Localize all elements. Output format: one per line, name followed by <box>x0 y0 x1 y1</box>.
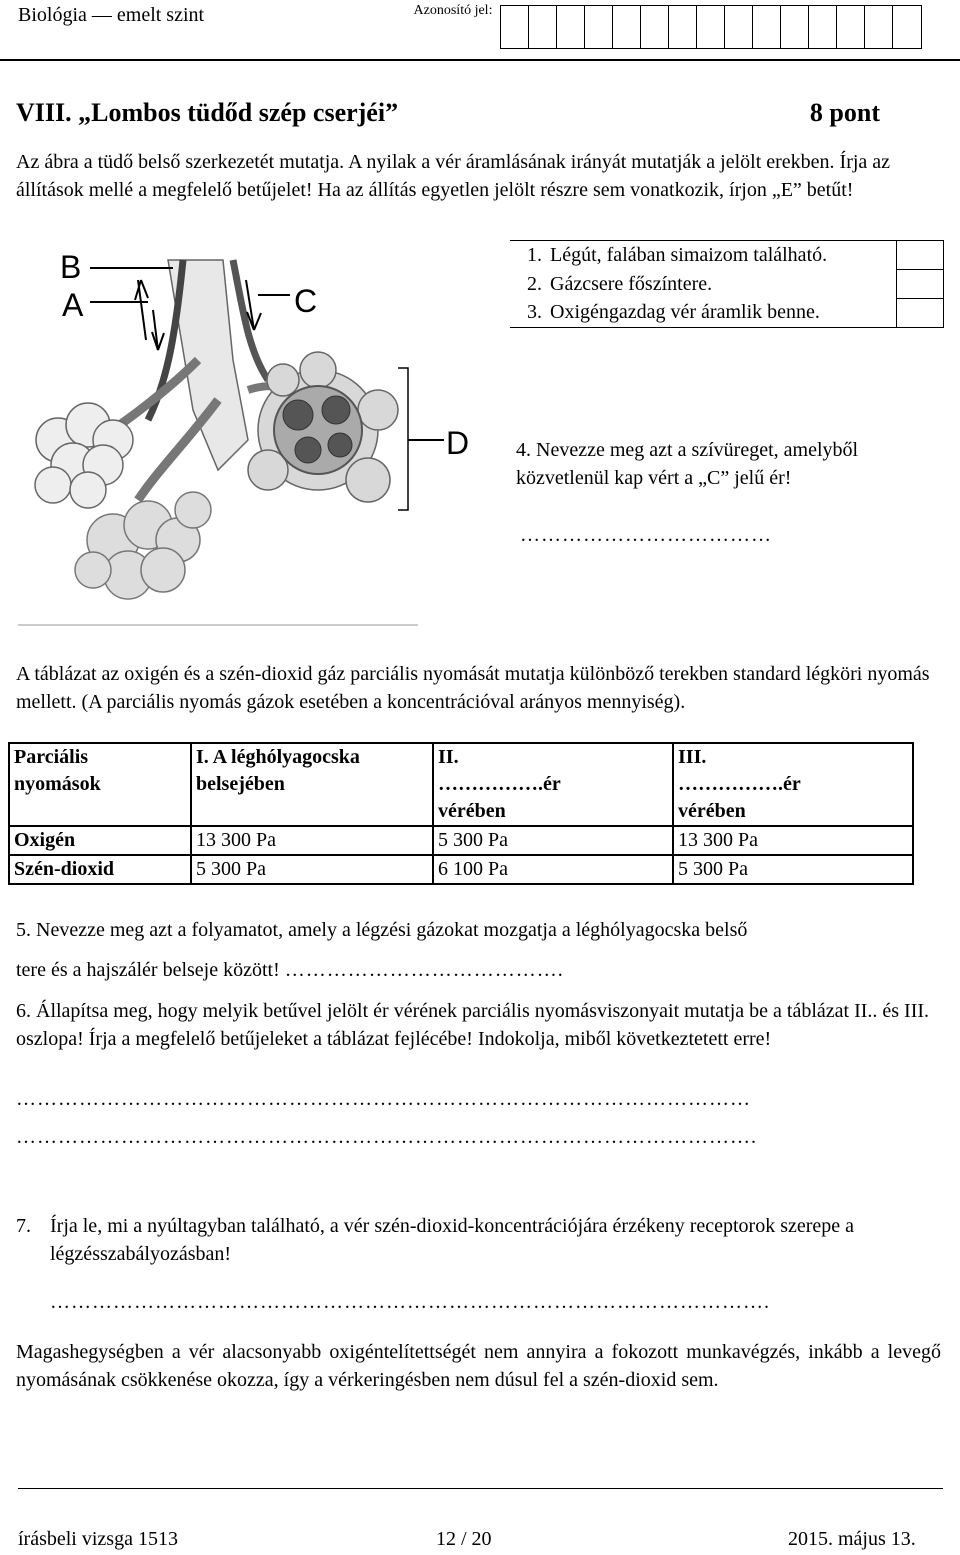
statement-text: Gázcsere főszíntere. <box>550 272 713 295</box>
question-4-answer-line[interactable]: ……………………………… <box>520 524 772 546</box>
header-text: I. A léghólyagocska <box>196 746 360 768</box>
table-cell: 13 300 Pa <box>191 826 433 855</box>
id-label: Azonosító jel: <box>413 3 493 18</box>
id-code-cell[interactable] <box>697 6 725 48</box>
id-code-cell[interactable] <box>753 6 781 48</box>
question-5-line1: 5. Nevezze meg azt a folyamatot, amely a légzési gázokat mozgatja a léghólyagocska belső <box>16 919 748 941</box>
id-code-boxes[interactable] <box>500 5 922 49</box>
question-7-answer-line[interactable]: …………………………………………………………………………………………. <box>50 1291 770 1313</box>
header-text: II. <box>438 746 459 768</box>
statements-table <box>510 240 944 328</box>
statement-row <box>510 241 944 270</box>
lung-structure-figure <box>18 240 488 630</box>
id-code-cell[interactable] <box>781 6 809 48</box>
answer-box[interactable] <box>897 270 944 299</box>
id-code-cell[interactable] <box>641 6 669 48</box>
id-code-cell[interactable] <box>837 6 865 48</box>
figure-label-c: C <box>294 283 318 319</box>
table-cell: 5 300 Pa <box>433 826 673 855</box>
id-code-cell[interactable] <box>501 6 529 48</box>
statement-text: Légút, falában simaizom található. <box>544 241 897 270</box>
header-cell <box>191 743 433 826</box>
header-divider <box>0 59 960 61</box>
row-label: Oxigén <box>9 826 191 855</box>
question-5-text: tere és a hajszálér belseje között! <box>16 959 280 981</box>
statement-number: 2. <box>527 272 542 295</box>
question-6-answer-line-2[interactable]: ……………………………………………………………………………………………. <box>16 1126 757 1148</box>
figure-label-b: B <box>60 249 82 285</box>
table-cell: 5 300 Pa <box>191 855 433 884</box>
question-7-text: Írja le, mi a nyúltagyban található, a vér szén-dioxid-koncentrációjára érzékeny receptorok szerepe a légzésszabályozásban! <box>50 1215 855 1265</box>
header-text: III. <box>678 746 707 768</box>
footer-divider <box>18 1488 943 1489</box>
statement-row <box>510 270 944 299</box>
footer-exam: írásbeli vizsga 1513 <box>18 1528 178 1550</box>
question-7 <box>16 1212 941 1316</box>
header-blank[interactable]: …………….ér <box>678 773 801 795</box>
task-intro: Az ábra a tüdő belső szerkezetét mutatja. A nyilak a vér áramlásának irányát mutatják a jelölt erekben. Írja az állítások mellé a megfelelő betűjelet! Ha az állítás egyetlen jelölt részre sem vonatkozik, írjon „E” betűt! <box>16 151 891 201</box>
statement-row <box>510 299 944 328</box>
table-header-row <box>9 743 913 826</box>
question-7-number: 7. <box>16 1215 31 1237</box>
partial-pressure-table <box>8 742 914 885</box>
header-cell[interactable] <box>433 743 673 826</box>
question-5-line2 <box>16 950 941 990</box>
id-code-cell[interactable] <box>585 6 613 48</box>
table-row <box>9 855 913 884</box>
statement-number: 1. <box>510 241 544 270</box>
table-cell: 5 300 Pa <box>673 855 913 884</box>
header-text: vérében <box>438 800 506 822</box>
id-code-cell[interactable] <box>893 6 921 48</box>
header-cell <box>9 743 191 826</box>
id-code-cell[interactable] <box>557 6 585 48</box>
question-5-answer-line[interactable]: …………………………………. <box>284 959 564 981</box>
id-code-cell[interactable] <box>725 6 753 48</box>
id-code-cell[interactable] <box>529 6 557 48</box>
header-cell[interactable] <box>673 743 913 826</box>
id-code-cell[interactable] <box>613 6 641 48</box>
closing-paragraph: Magashegységben a vér alacsonyabb oxigéntelítettségét nem annyira a fokozott munkavégzés, inkább a levegő nyomásának csökkenése okozza, így a vérkeringésben nem dúsul fel a szén-dioxid sem. <box>16 1341 941 1391</box>
statement-text: Oxigéngazdag vér áramlik benne. <box>544 299 897 328</box>
header-text: belsejében <box>196 773 285 795</box>
header-text: nyomások <box>14 773 101 795</box>
task-points: 8 pont <box>809 98 880 127</box>
id-code-cell[interactable] <box>865 6 893 48</box>
question-6 <box>16 997 941 1151</box>
header-subject: Biológia — emelt szint <box>18 4 205 26</box>
header-blank[interactable]: …………….ér <box>438 773 561 795</box>
answer-box[interactable] <box>897 299 944 328</box>
row-label: Szén-dioxid <box>9 855 191 884</box>
footer-page-number: 12 / 20 <box>436 1528 492 1550</box>
question-5 <box>16 910 941 990</box>
task-title: VIII. „Lombos tüdőd szép cserjéi” <box>16 98 399 127</box>
table-cell: 13 300 Pa <box>673 826 913 855</box>
table-row <box>9 826 913 855</box>
table-intro: A táblázat az oxigén és a szén-dioxid gáz parciális nyomását mutatja különböző terekben standard légköri nyomás mellett. (A parciális nyomás gázok esetében a koncentrációval arányos mennyiség). <box>16 663 930 713</box>
id-code-cell[interactable] <box>669 6 697 48</box>
footer-date: 2015. május 13. <box>788 1528 916 1550</box>
figure-label-d: D <box>446 425 470 461</box>
statement-number: 3. <box>510 299 544 328</box>
figure-label-a: A <box>62 287 84 323</box>
header-text: Parciális <box>14 746 89 768</box>
question-6-text: 6. Állapítsa meg, hogy melyik betűvel jelölt ér vérének parciális nyomásviszonyait mutatja be a táblázat II.. és III. oszlopa! Írja a megfelelő betűjeleket a táblázat fejlécébe! Indokolja, miből következtetett erre! <box>16 1000 930 1050</box>
id-code-cell[interactable] <box>809 6 837 48</box>
question-4: 4. Nevezze meg azt a szívüreget, amelyből közvetlenül kap vért a „C” jelű ér! <box>516 439 859 489</box>
header-text: vérében <box>678 800 746 822</box>
question-6-answer-line-1[interactable]: …………………………………………………………………………………………… <box>16 1088 751 1110</box>
table-cell: 6 100 Pa <box>433 855 673 884</box>
answer-box[interactable] <box>897 241 944 270</box>
